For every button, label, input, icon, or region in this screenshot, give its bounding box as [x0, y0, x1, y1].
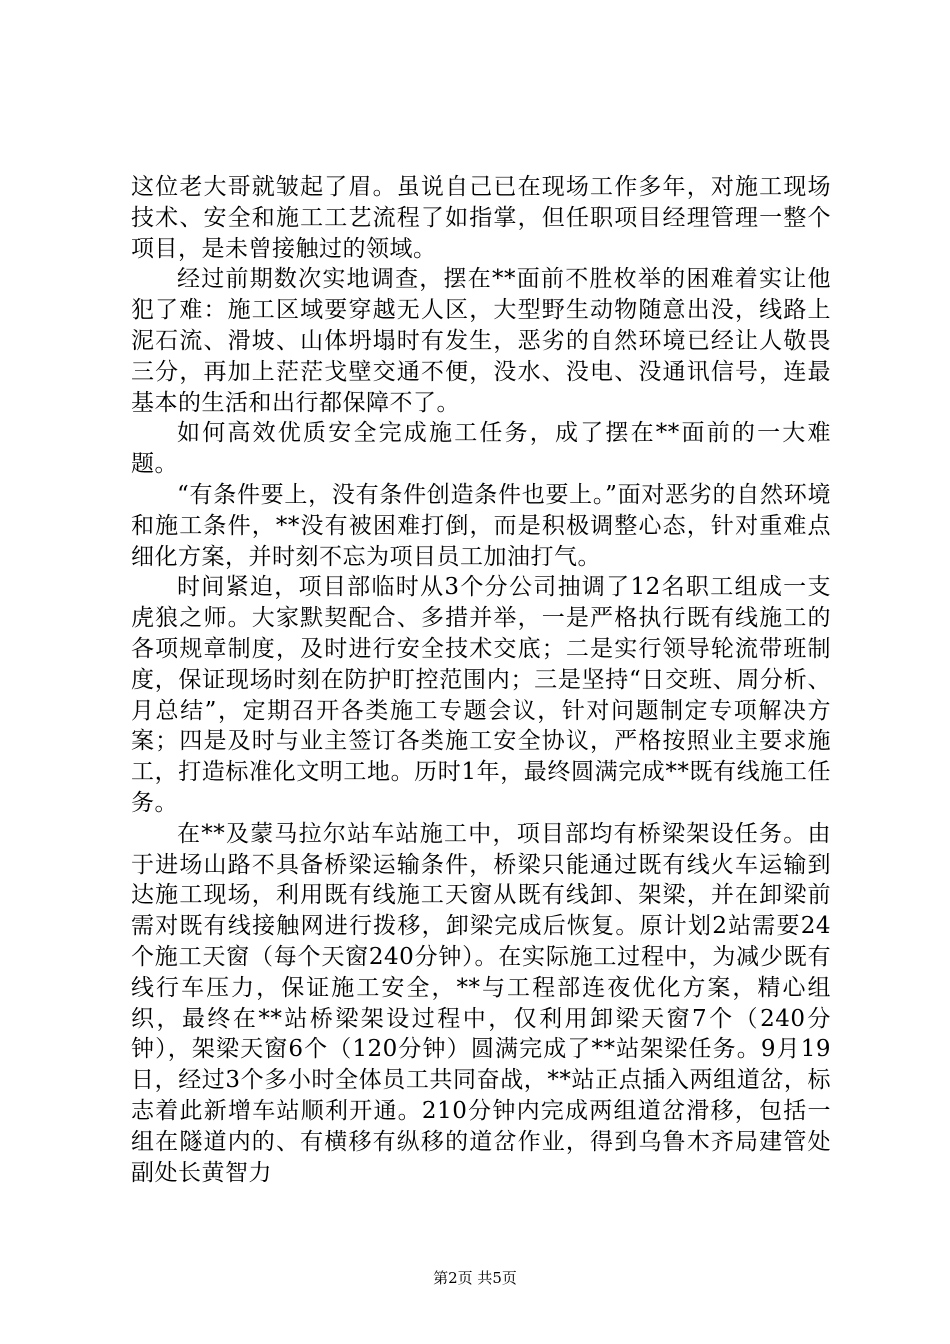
paragraph-5: 时间紧迫，项目部临时从3个分公司抽调了12名职工组成一支虎狼之师。大家默契配合、多措并举，一是严格执行既有线施工的各项规章制度，及时进行安全技术交底；二是实行领导轮流带班制度，保证现场时刻在防护盯控范围内；三是坚持“日交班、周分析、月总结”，定期召开各类施工专题会议，针对问题制定专项解决方案；四是及时与业主签订各类施工安全协议，严格按照业主要求施工，打造标准化文明工地。历时1年，最终圆满完成**既有线施工任务。: [131, 574, 831, 816]
paragraph-1: 这位老大哥就皱起了眉。虽说自己已在现场工作多年，对施工现场技术、安全和施工工艺流程了如指掌，但任职项目经理管理一整个项目，是未曾接触过的领域。: [131, 174, 831, 262]
paragraph-6: 在**及蒙马拉尔站车站施工中，项目部均有桥梁架设任务。由于进场山路不具备桥梁运输条件，桥梁只能通过既有线火车运输到达施工现场，利用既有线施工天窗从既有线卸、架梁，并在卸梁前需对既有线接触网进行拨移，卸梁完成后恢复。原计划2站需要24个施工天窗（每个天窗240分钟）。在实际施工过程中，为减少既有线行车压力，保证施工安全，**与工程部连夜优化方案，精心组织，最终在**站桥梁架设过程中，仅利用卸梁天窗7个（240分钟），架梁天窗6个（120分钟）圆满完成了**站架梁任务。9月19日，经过3个多小时全体员工共同奋战，**站正点插入两组道岔，标志着此新增车站顺利开通。210分钟内完成两组道岔滑移，包括一组在隧道内的、有横移有纵移的道岔作业，得到乌鲁木齐局建管处副处长黄智力: [131, 820, 831, 1186]
page-footer: 第2页 共5页: [433, 1269, 517, 1287]
document-body: [131, 172, 831, 1188]
paragraph-3: 如何高效优质安全完成施工任务，成了摆在**面前的一大难题。: [131, 420, 831, 478]
paragraph-2: 经过前期数次实地调查，摆在**面前不胜枚举的困难着实让他犯了难：施工区域要穿越无人区，大型野生动物随意出没，线路上泥石流、滑坡、山体坍塌时有发生，恶劣的自然环境已经让人敬畏三分，再加上茫茫戈壁交通不便，没水、没电、没通讯信号，连最基本的生活和出行都保障不了。: [131, 266, 831, 416]
paragraph-4: “有条件要上，没有条件创造条件也要上。”面对恶劣的自然环境和施工条件，**没有被困难打倒，而是积极调整心态，针对重难点细化方案，并时刻不忘为项目员工加油打气。: [131, 481, 831, 570]
